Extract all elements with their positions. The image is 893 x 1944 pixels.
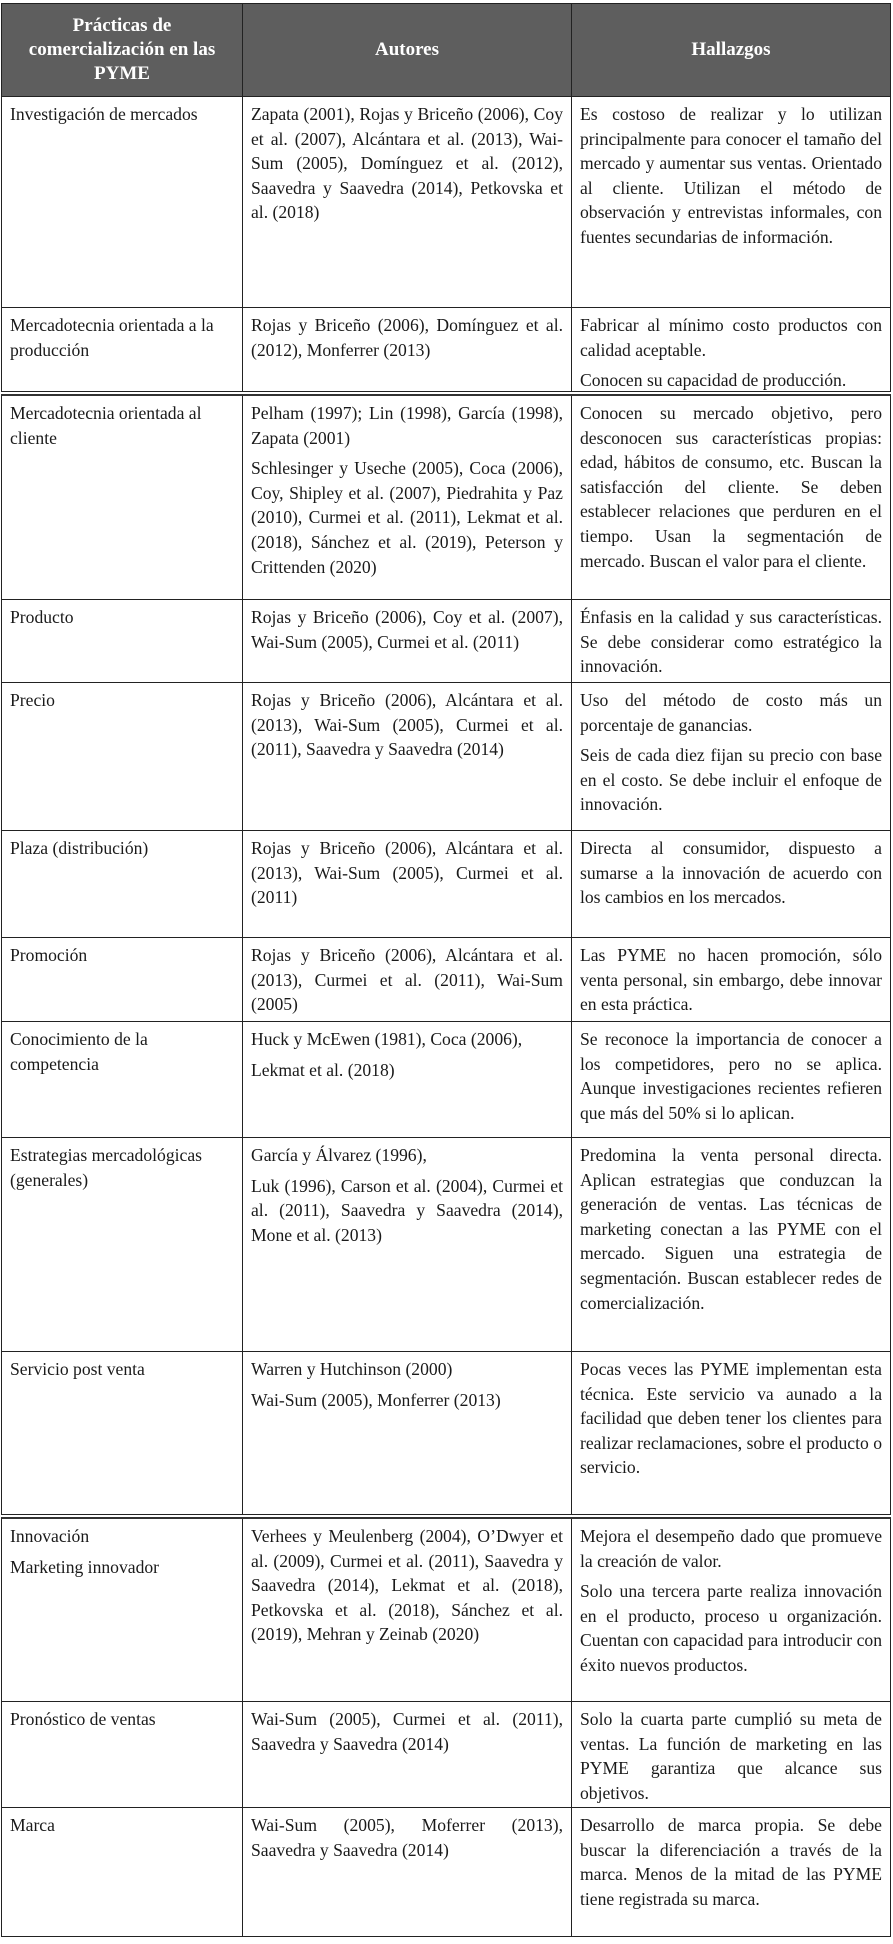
findings-text: Directa al consumidor, dispuesto a sumarse a la innovación de acuerdo con los cambios en los mercados. <box>580 838 882 908</box>
practice-text: Innovación <box>10 1526 90 1546</box>
findings-text: Mejora el desempeño dado que promueve la creación de valor. <box>580 1526 882 1571</box>
authors-cell <box>243 1808 572 1936</box>
authors-cell <box>243 1022 572 1137</box>
header-authors: Autores <box>243 4 572 96</box>
header-practices: Prácticas de comercialización en las PYME <box>2 4 243 96</box>
practices-table <box>1 3 891 1937</box>
authors-cell <box>243 308 572 391</box>
table-row <box>1 1702 891 1808</box>
practice-text: Mercadotecnia orientada al cliente <box>10 403 202 448</box>
table-row <box>1 394 891 600</box>
authors-text: Wai-Sum (2005), Moferrer (2013), Saavedra y Saavedra (2014) <box>251 1815 563 1860</box>
findings-text: Solo la cuarta parte cumplió su meta de ventas. La función de marketing en las PYME garantiza que alcance sus objetivos. <box>580 1709 882 1803</box>
table-row <box>1 308 891 392</box>
practice-cell <box>2 831 243 937</box>
practice-cell <box>2 1022 243 1137</box>
findings-text: Se reconoce la importancia de conocer a los competidores, pero no se aplica. Aunque investigaciones recientes refieren que más del 50% si lo aplican. <box>580 1029 882 1123</box>
authors-text: Rojas y Briceño (2006), Alcántara et al. (2013), Curmei et al. (2011), Wai-Sum (2005) <box>251 945 563 1015</box>
practice-cell <box>2 308 243 391</box>
findings-cell <box>572 831 890 937</box>
practice-cell <box>2 1138 243 1351</box>
findings-cell <box>572 308 890 391</box>
findings-text: Conocen su capacidad de producción. <box>580 370 847 391</box>
practice-cell <box>2 1519 243 1701</box>
authors-text: Verhees y Meulenberg (2004), O’Dwyer et al. (2009), Curmei et al. (2011), Saavedra y Saavedra (2014), Lekmat et al. (2018), Petkovska et al. (2018), Sánchez et al. (2019), Mehran y Zeinab (2020) <box>251 1526 563 1645</box>
findings-cell <box>572 396 890 599</box>
practice-cell <box>2 1352 243 1514</box>
practice-text: Mercadotecnia orientada a la producción <box>10 315 214 360</box>
table-row <box>1 1517 891 1702</box>
findings-cell <box>572 600 890 682</box>
findings-cell <box>572 1138 890 1351</box>
table-row <box>1 600 891 683</box>
table-row <box>1 1352 891 1515</box>
authors-cell <box>243 683 572 830</box>
findings-cell <box>572 1808 890 1936</box>
findings-text: Uso del método de costo más un porcentaje de ganancias. <box>580 690 882 735</box>
authors-cell <box>243 831 572 937</box>
findings-cell <box>572 97 890 307</box>
findings-cell <box>572 683 890 830</box>
practice-text: Investigación de mercados <box>10 104 198 124</box>
practice-text: Estrategias mercadológicas (generales) <box>10 1145 202 1190</box>
authors-text: Lekmat et al. (2018) <box>251 1059 395 1080</box>
authors-cell <box>243 97 572 307</box>
table-header-row <box>1 3 891 97</box>
authors-cell <box>243 1352 572 1514</box>
findings-text: Las PYME no hacen promoción, sólo venta personal, sin embargo, debe innovar en esta práctica. <box>580 945 882 1015</box>
practice-cell <box>2 1702 243 1807</box>
authors-text: Warren y Hutchinson (2000) <box>251 1359 453 1379</box>
findings-cell <box>572 938 890 1021</box>
practice-text: Servicio post venta <box>10 1359 145 1379</box>
findings-cell <box>572 1519 890 1701</box>
findings-cell <box>572 1352 890 1514</box>
authors-text: Pelham (1997); Lin (1998), García (1998), Zapata (2001) <box>251 403 563 448</box>
table-row <box>1 1138 891 1352</box>
authors-text: Rojas y Briceño (2006), Alcántara et al. (2013), Wai-Sum (2005), Curmei et al. (2011), Saavedra y Saavedra (2014) <box>251 690 563 760</box>
practice-cell <box>2 600 243 682</box>
practice-cell <box>2 1808 243 1936</box>
practice-text: Pronóstico de ventas <box>10 1709 156 1729</box>
table-row <box>1 1808 891 1937</box>
table-row <box>1 938 891 1022</box>
authors-text: Zapata (2001), Rojas y Briceño (2006), Coy et al. (2007), Alcántara et al. (2013), Wai-Sum (2005), Domínguez et al. (2012), Saavedra y Saavedra (2014), Petkovska et al. (2018) <box>251 104 563 223</box>
authors-text: Wai-Sum (2005), Curmei et al. (2011), Saavedra y Saavedra (2014) <box>251 1709 563 1754</box>
practice-text: Promoción <box>10 945 88 965</box>
authors-cell <box>243 600 572 682</box>
practice-cell <box>2 938 243 1021</box>
authors-cell <box>243 938 572 1021</box>
findings-cell <box>572 1702 890 1807</box>
findings-text: Es costoso de realizar y lo utilizan principalmente para conocer el tamaño del mercado y aumentar sus ventas. Orientado al cliente. Utilizan el método de observación y entrevistas informales, con fuentes secundarias de información. <box>580 104 882 247</box>
table-row <box>1 683 891 831</box>
authors-text: Rojas y Briceño (2006), Coy et al. (2007), Wai-Sum (2005), Curmei et al. (2011) <box>251 607 563 652</box>
findings-text: Solo una tercera parte realiza innovación en el producto, proceso u organización. Cuentan con capacidad para introducir con éxito nuevos productos. <box>580 1581 882 1675</box>
table-row <box>1 97 891 308</box>
practice-text: Producto <box>10 607 74 627</box>
findings-text: Predomina la venta personal directa. Aplican estrategias que conduzcan la generación de ventas. Las técnicas de marketing conectan a las PYME con el mercado. Siguen una estrategia de segmentación. Buscan establecer redes de comercialización. <box>580 1145 882 1313</box>
practice-text: Conocimiento de la competencia <box>10 1029 148 1074</box>
findings-text: Conocen su mercado objetivo, pero desconocen sus características propias: edad, hábitos de consumo, etc. Buscan la satisfacción del cliente. Se deben establecer relaciones que perduren en el tiempo. Usan la segmentación de mercado. Buscan el valor para el cliente. <box>580 403 882 571</box>
findings-cell <box>572 1022 890 1137</box>
practice-text: Marketing innovador <box>10 1556 160 1577</box>
authors-cell <box>243 1519 572 1701</box>
findings-text: Énfasis en la calidad y sus características. Se debe considerar como estratégico la innovación. <box>580 607 882 677</box>
authors-text: Wai-Sum (2005), Monferrer (2013) <box>251 1389 501 1410</box>
practice-cell <box>2 683 243 830</box>
authors-text: Luk (1996), Carson et al. (2004), Curmei et al. (2011), Saavedra y Saavedra (2014), Mone et al. (2013) <box>251 1175 563 1245</box>
table-row <box>1 831 891 938</box>
findings-text: Desarrollo de marca propia. Se debe buscar la diferenciación a través de la marca. Menos de la mitad de las PYME tiene registrada su marca. <box>580 1815 882 1909</box>
practice-text: Plaza (distribución) <box>10 838 149 858</box>
authors-text: Rojas y Briceño (2006), Alcántara et al. (2013), Wai-Sum (2005), Curmei et al. (2011) <box>251 838 563 908</box>
findings-text: Pocas veces las PYME implementan esta técnica. Este servicio va aunado a la facilidad que deben tener los clientes para realizar reclamaciones, sobre el producto o servicio. <box>580 1359 882 1478</box>
practice-text: Marca <box>10 1815 55 1835</box>
authors-cell <box>243 1702 572 1807</box>
header-findings: Hallazgos <box>691 39 771 60</box>
practice-text: Precio <box>10 690 55 710</box>
table-row <box>1 1022 891 1138</box>
authors-cell <box>243 1138 572 1351</box>
authors-text: Schlesinger y Useche (2005), Coca (2006), Coy, Shipley et al. (2007), Piedrahita y Paz (2010), Curmei et al. (2011), Lekmat et al. (2018), Sánchez et al. (2019), Peterson y Crittenden (2020) <box>251 458 563 577</box>
practice-cell <box>2 396 243 599</box>
table-body <box>1 97 891 1937</box>
findings-text: Seis de cada diez fijan su precio con base en el costo. Se debe incluir el enfoque de innovación. <box>580 745 882 815</box>
authors-cell <box>243 396 572 599</box>
practice-cell <box>2 97 243 307</box>
authors-text: García y Álvarez (1996), <box>251 1145 427 1165</box>
authors-text: Rojas y Briceño (2006), Domínguez et al. (2012), Monferrer (2013) <box>251 315 563 360</box>
findings-text: Fabricar al mínimo costo productos con calidad aceptable. <box>580 315 882 360</box>
authors-text: Huck y McEwen (1981), Coca (2006), <box>251 1029 523 1049</box>
